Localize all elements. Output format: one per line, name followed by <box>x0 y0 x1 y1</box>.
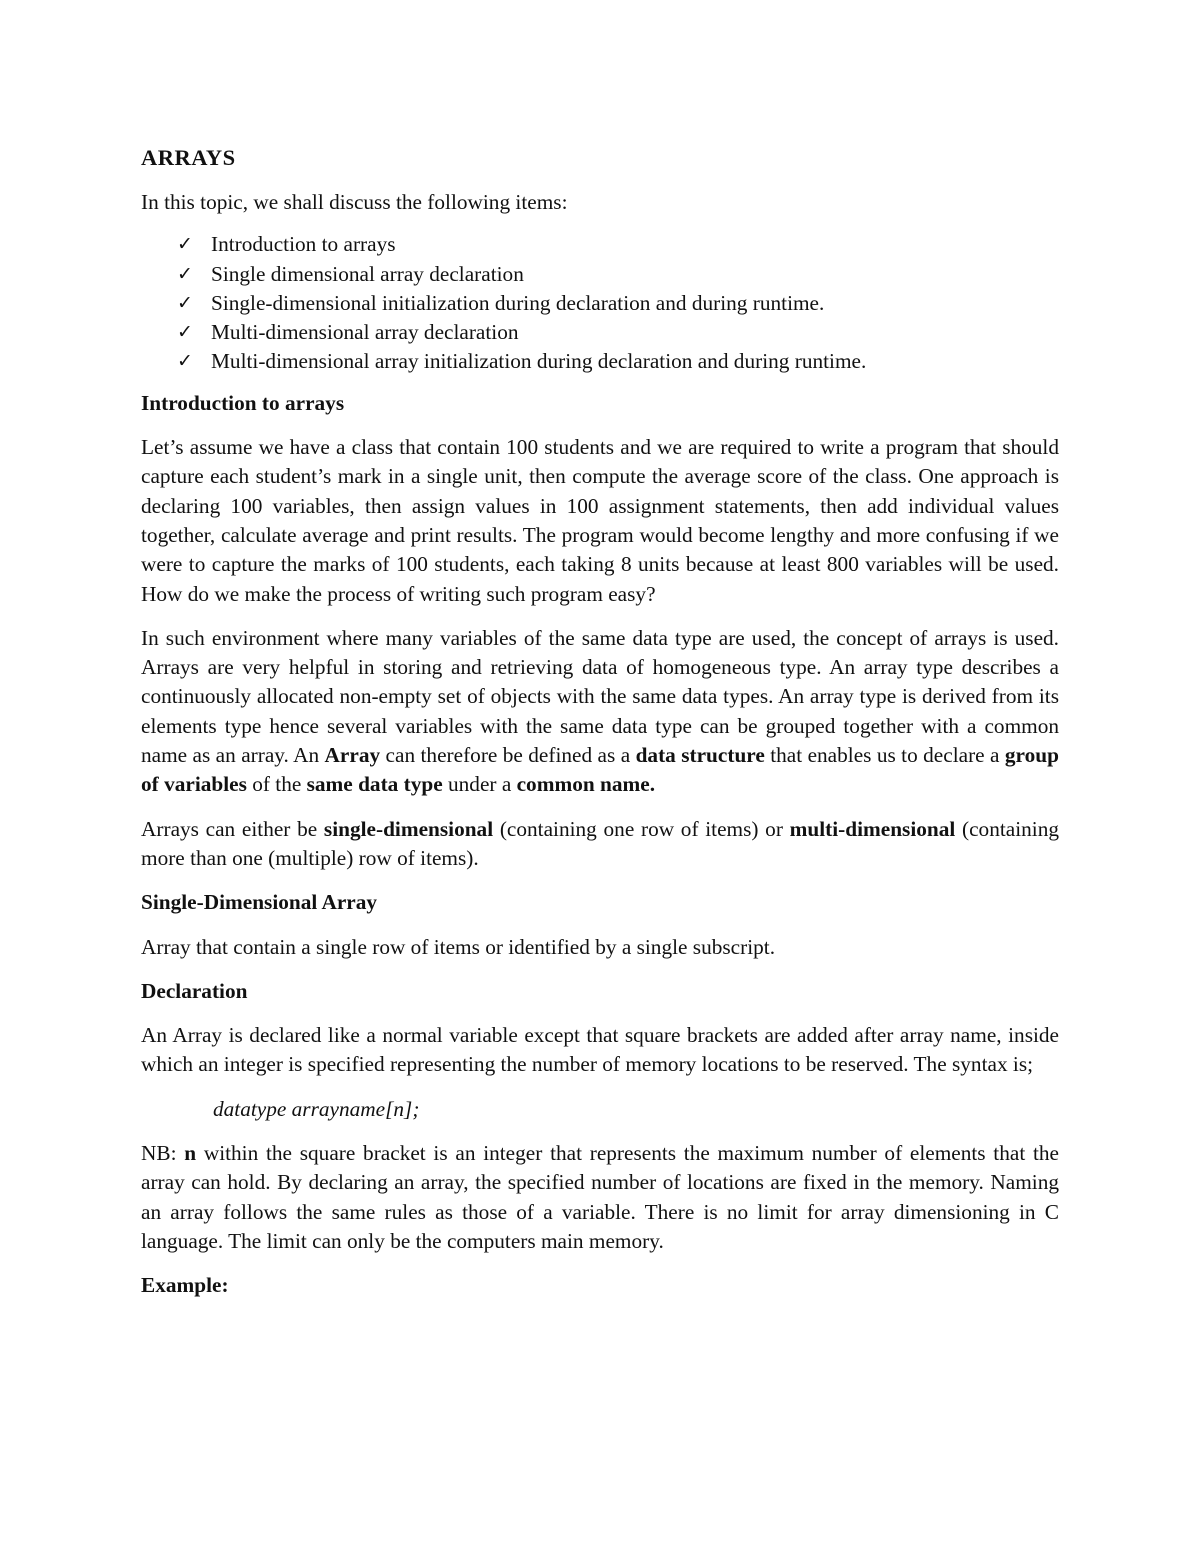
text-span: NB: <box>141 1141 185 1166</box>
list-item-label: Single dimensional array declaration <box>211 261 524 286</box>
list-item-label: Single-dimensional initialization during declaration and during runtime. <box>211 290 825 315</box>
checkmark-icon: ✓ <box>177 262 193 285</box>
paragraph-array-kinds <box>141 815 1059 874</box>
checkmark-icon: ✓ <box>177 233 193 256</box>
bold-term: common name. <box>516 772 656 797</box>
checkmark-icon: ✓ <box>177 350 193 373</box>
section-heading-declaration: Declaration <box>141 978 248 1003</box>
list-item-label: Introduction to arrays <box>211 232 396 257</box>
list-item <box>177 260 1059 289</box>
intro-text: In this topic, we shall discuss the following items: <box>141 190 568 214</box>
text-span: that enables us to declare a <box>764 743 1005 768</box>
bold-term: Array <box>324 743 381 768</box>
paragraph-introduction: Let’s assume we have a class that contain 100 students and we are required to write a program that should capture each student’s mark in a single unit, then compute the average score of the class. One approach is declaring 100 variables, then assign values in 100 assignment statements, then add individual values together, calculate average and print results. The program would become lengthy and more confusing if we were to capture the marks of 100 students, each taking 8 units because at least 800 variables will be used. How do we make the process of writing such program easy? <box>141 435 1059 606</box>
text-span: Arrays can either be <box>141 816 324 841</box>
list-item <box>177 318 1059 347</box>
list-item-label: Multi-dimensional array initialization during declaration and during runtime. <box>211 349 867 374</box>
bold-term: n <box>184 1141 197 1166</box>
bold-term: same data type <box>306 772 443 797</box>
section-heading-introduction: Introduction to arrays <box>141 390 345 415</box>
topic-checklist <box>141 230 1059 376</box>
paragraph-single-dimensional: Array that contain a single row of items or identified by a single subscript. <box>141 934 776 959</box>
bold-term: group of variables <box>141 743 1059 797</box>
section-heading-example: Example: <box>141 1273 229 1298</box>
section-heading-single-dimensional: Single-Dimensional Array <box>141 890 378 915</box>
text-span: under a <box>442 772 517 797</box>
paragraph-note <box>141 1139 1059 1256</box>
syntax-line: datatype arrayname[n]; <box>213 1096 420 1121</box>
text-span: of the <box>246 772 307 797</box>
paragraph-declaration: An Array is declared like a normal variable except that square brackets are added after array name, inside which an integer is specified representing the number of memory locations to be reserved. The syntax is; <box>141 1023 1059 1077</box>
list-item <box>177 230 1059 259</box>
list-item-label: Multi-dimensional array declaration <box>211 320 519 345</box>
bold-term: data structure <box>635 743 765 768</box>
bold-term: multi-dimensional <box>789 816 956 841</box>
text-span: within the square bracket is an integer that represents the maximum number of elements that the array can hold. By declaring an array, the specified number of locations are fixed in the memory. Naming an array follows the same rules as those of a variable. There is no limit for array dimensioning in C language. The limit can only be the computers main memory. <box>141 1141 1059 1253</box>
checkmark-icon: ✓ <box>177 291 193 314</box>
document-page <box>141 142 1059 1316</box>
text-span: (containing more than one (multiple) row of items). <box>141 816 1060 870</box>
list-item <box>177 289 1059 318</box>
bold-term: single-dimensional <box>323 816 494 841</box>
page-title: ARRAYS <box>141 145 236 170</box>
text-span: In such environment where many variables of the same data type are used, the concept of arrays is used. Arrays are very helpful in storing and retrieving data of homogeneous type. An array type describes a continuously allocated non-empty set of objects with the same data types. An array type is derived from its elements type hence several variables with the same data type can be grouped together with a common name as an array. An <box>141 625 1059 768</box>
paragraph-array-definition <box>141 624 1059 800</box>
checkmark-icon: ✓ <box>177 321 193 344</box>
text-span: can therefore be defined as a <box>380 743 636 768</box>
text-span: (containing one row of items) or <box>493 816 790 841</box>
list-item <box>177 347 1059 376</box>
